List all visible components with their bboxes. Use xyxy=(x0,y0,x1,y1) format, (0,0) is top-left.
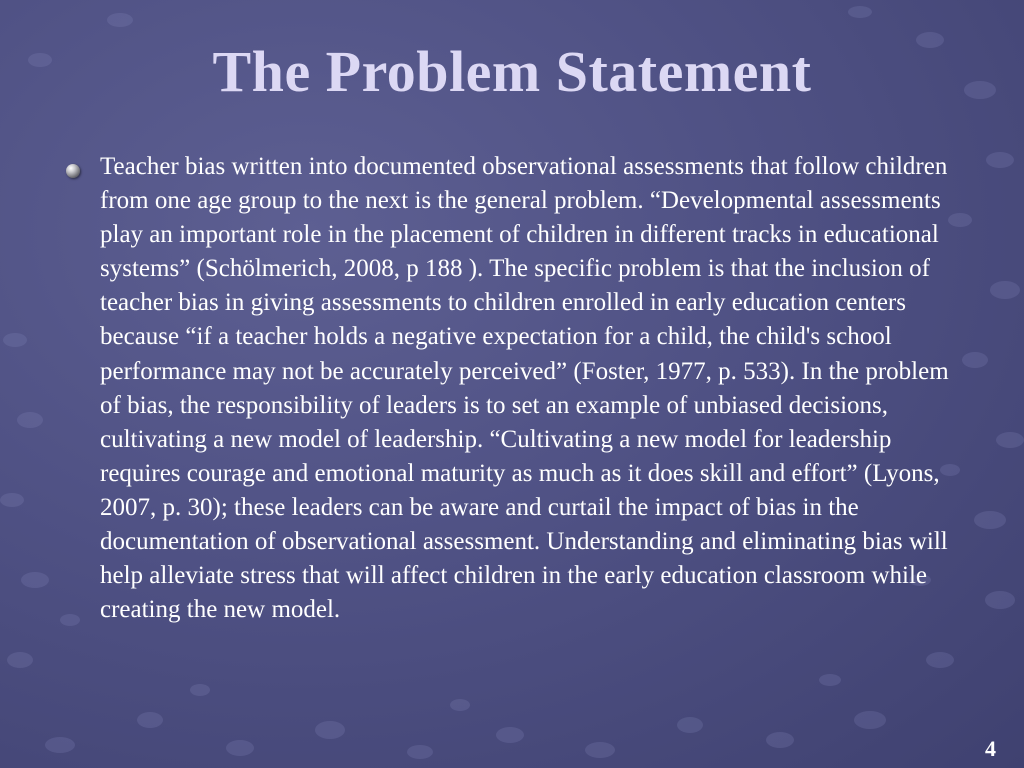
bullet-text: Teacher bias written into documented observational assessments that follow children from one age group to the next is the general problem. “Developmental assessments play an important role in the placement of children in different tracks in educational systems” (Schölmerich, 2008, p 188 ). The specific problem is that the inclusion of teacher bias in giving assessments to children enrolled in early education centers because “if a teacher holds a negative expectation for a child, the child's school performance may not be accurately perceived” (Foster, 1977, p. 533). In the problem of bias, the responsibility of leaders is to set an example of unbiased decisions, cultivating a new model of leadership. “Cultivating a new model for leadership requires courage and emotional maturity as much as it does skill and effort” (Lyons, 2007, p. 30); these leaders can be aware and curtail the impact of bias in the documentation of observational assessment. Understanding and eliminating bias will help alleviate stress that will affect children in the early education classroom while creating the new model. xyxy=(100,153,949,624)
slide-title: The Problem Statement xyxy=(212,39,812,104)
page-number: 4 xyxy=(985,736,996,761)
sphere-bullet-icon xyxy=(66,164,80,178)
